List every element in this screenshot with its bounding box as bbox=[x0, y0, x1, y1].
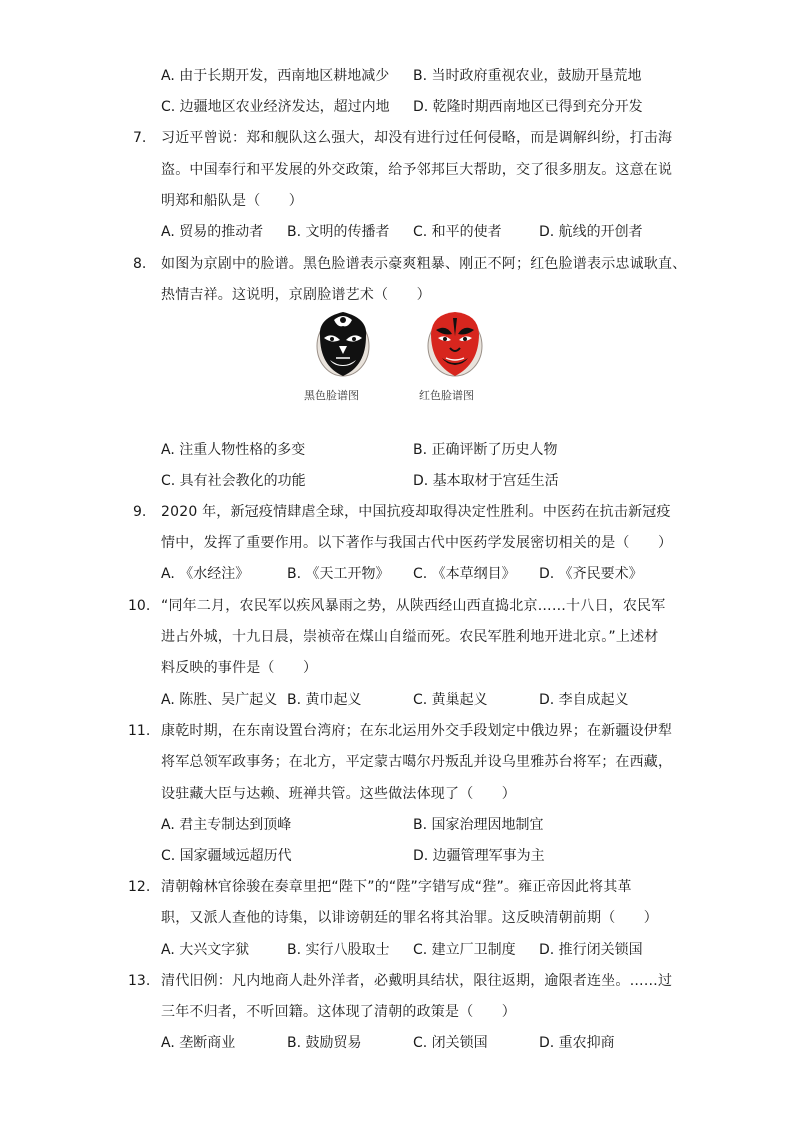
q12-option-b: B. 实行八股取士 bbox=[287, 942, 390, 958]
q8-line-1: 如图为京剧中的脸谱。黑色脸谱表示豪爽粗暴、刚正不阿；红色脸谱表示忠诚耿直、 bbox=[161, 256, 687, 272]
q6-option-b: B. 当时政府重视农业，鼓励开垦荒地 bbox=[413, 68, 642, 84]
q10-option-d: D. 李自成起义 bbox=[539, 692, 629, 708]
q9-line-1: 2020 年，新冠疫情肆虐全球，中国抗疫却取得决定性胜利。中医药在抗击新冠疫 bbox=[161, 504, 671, 520]
q10-number: 10. bbox=[128, 598, 151, 614]
q11-option-b: B. 国家治理因地制宜 bbox=[413, 817, 544, 833]
q9-line-2: 情中，发挥了重要作用。以下著作与我国古代中医药学发展密切相关的是（ ） bbox=[161, 535, 673, 551]
q10-line-1: “同年二月，农民军以疾风暴雨之势，从陕西经山西直捣北京……十八日，农民军 bbox=[161, 598, 666, 614]
q12-line-1: 清朝翰林官徐骏在奏章里把“陛下”的“陛”字错写成“狴”。雍正帝因此将其革 bbox=[161, 879, 632, 895]
q8-option-a: A. 注重人物性格的多变 bbox=[161, 442, 306, 458]
q13-line-1: 清代旧例：凡内地商人赴外洋者，必戴明具结状，限往返期，逾限者连坐。……过 bbox=[161, 973, 673, 989]
q8-number: 8. bbox=[133, 256, 147, 272]
q8-option-c: C. 具有社会教化的功能 bbox=[161, 473, 306, 489]
q7-line-3: 明郑和船队是（ ） bbox=[161, 193, 303, 209]
q13-number: 13. bbox=[128, 973, 151, 989]
q10-option-a: A. 陈胜、吴广起义 bbox=[161, 692, 278, 708]
q8-option-d: D. 基本取材于宫廷生活 bbox=[413, 473, 559, 489]
q13-option-b: B. 鼓励贸易 bbox=[287, 1035, 362, 1051]
q8-option-b: B. 正确评断了历史人物 bbox=[413, 442, 558, 458]
q12-option-c: C. 建立厂卫制度 bbox=[413, 942, 516, 958]
q11-line-3: 设驻藏大臣与达赖、班禅共管。这些做法体现了（ ） bbox=[161, 786, 516, 802]
q12-option-d: D. 推行闭关锁国 bbox=[539, 942, 643, 958]
q13-option-d: D. 重农抑商 bbox=[539, 1035, 615, 1051]
black-opera-mask-image bbox=[312, 306, 374, 378]
q11-line-2: 将军总领军政事务；在北方，平定蒙古噶尔丹叛乱并设乌里雅苏台将军；在西藏， bbox=[161, 754, 673, 770]
q10-line-3: 料反映的事件是（ ） bbox=[161, 660, 318, 676]
q11-line-1: 康乾时期，在东南设置台湾府；在东北运用外交手段划定中俄边界；在新疆设伊犁 bbox=[161, 723, 673, 739]
q6-option-d: D. 乾隆时期西南地区已得到充分开发 bbox=[413, 99, 643, 115]
q8-line-2: 热情吉祥。这说明，京剧脸谱艺术（ ） bbox=[161, 287, 431, 303]
q9-option-a: A. 《水经注》 bbox=[161, 566, 250, 582]
q12-line-2: 职，又派人查他的诗集，以诽谤朝廷的罪名将其治罪。这反映清朝前期（ ） bbox=[161, 910, 658, 926]
q13-line-2: 三年不归者，不听回籍。这体现了清朝的政策是（ ） bbox=[161, 1004, 516, 1020]
q9-option-b: B. 《天工开物》 bbox=[287, 566, 390, 582]
q9-number: 9. bbox=[133, 504, 147, 520]
q7-option-b: B. 文明的传播者 bbox=[287, 224, 390, 240]
q6-option-c: C. 边疆地区农业经济发达，超过内地 bbox=[161, 99, 390, 115]
red-mask-caption: 红色脸谱图 bbox=[419, 389, 474, 402]
q11-number: 11. bbox=[128, 723, 151, 739]
q9-option-d: D. 《齐民要术》 bbox=[539, 566, 643, 582]
q7-option-d: D. 航线的开创者 bbox=[539, 224, 643, 240]
q13-option-c: C. 闭关锁国 bbox=[413, 1035, 488, 1051]
q12-option-a: A. 大兴文字狱 bbox=[161, 942, 250, 958]
q12-number: 12. bbox=[128, 879, 151, 895]
q7-line-2: 盗。中国奉行和平发展的外交政策，给予邻邦巨大帮助，交了很多朋友。这意在说 bbox=[161, 162, 673, 178]
q7-line-1: 习近平曾说：郑和舰队这么强大，却没有进行过任何侵略，而是调解纠纷，打击海 bbox=[161, 130, 673, 146]
q11-option-d: D. 边疆管理军事为主 bbox=[413, 848, 545, 864]
q7-option-c: C. 和平的使者 bbox=[413, 224, 502, 240]
q10-line-2: 进占外城，十九日晨，崇祯帝在煤山自缢而死。农民军胜利地开进北京。”上述材 bbox=[161, 629, 659, 645]
q11-option-c: C. 国家疆域远超历代 bbox=[161, 848, 292, 864]
red-opera-mask-image bbox=[424, 306, 486, 378]
q6-option-a: A. 由于长期开发，西南地区耕地减少 bbox=[161, 68, 390, 84]
q9-option-c: C. 《本草纲目》 bbox=[413, 566, 516, 582]
q10-option-c: C. 黄巢起义 bbox=[413, 692, 488, 708]
q13-option-a: A. 垄断商业 bbox=[161, 1035, 236, 1051]
q10-option-b: B. 黄巾起义 bbox=[287, 692, 362, 708]
q11-option-a: A. 君主专制达到顶峰 bbox=[161, 817, 292, 833]
q7-number: 7. bbox=[133, 130, 147, 146]
q7-option-a: A. 贸易的推动者 bbox=[161, 224, 264, 240]
black-mask-caption: 黑色脸谱图 bbox=[304, 389, 359, 402]
